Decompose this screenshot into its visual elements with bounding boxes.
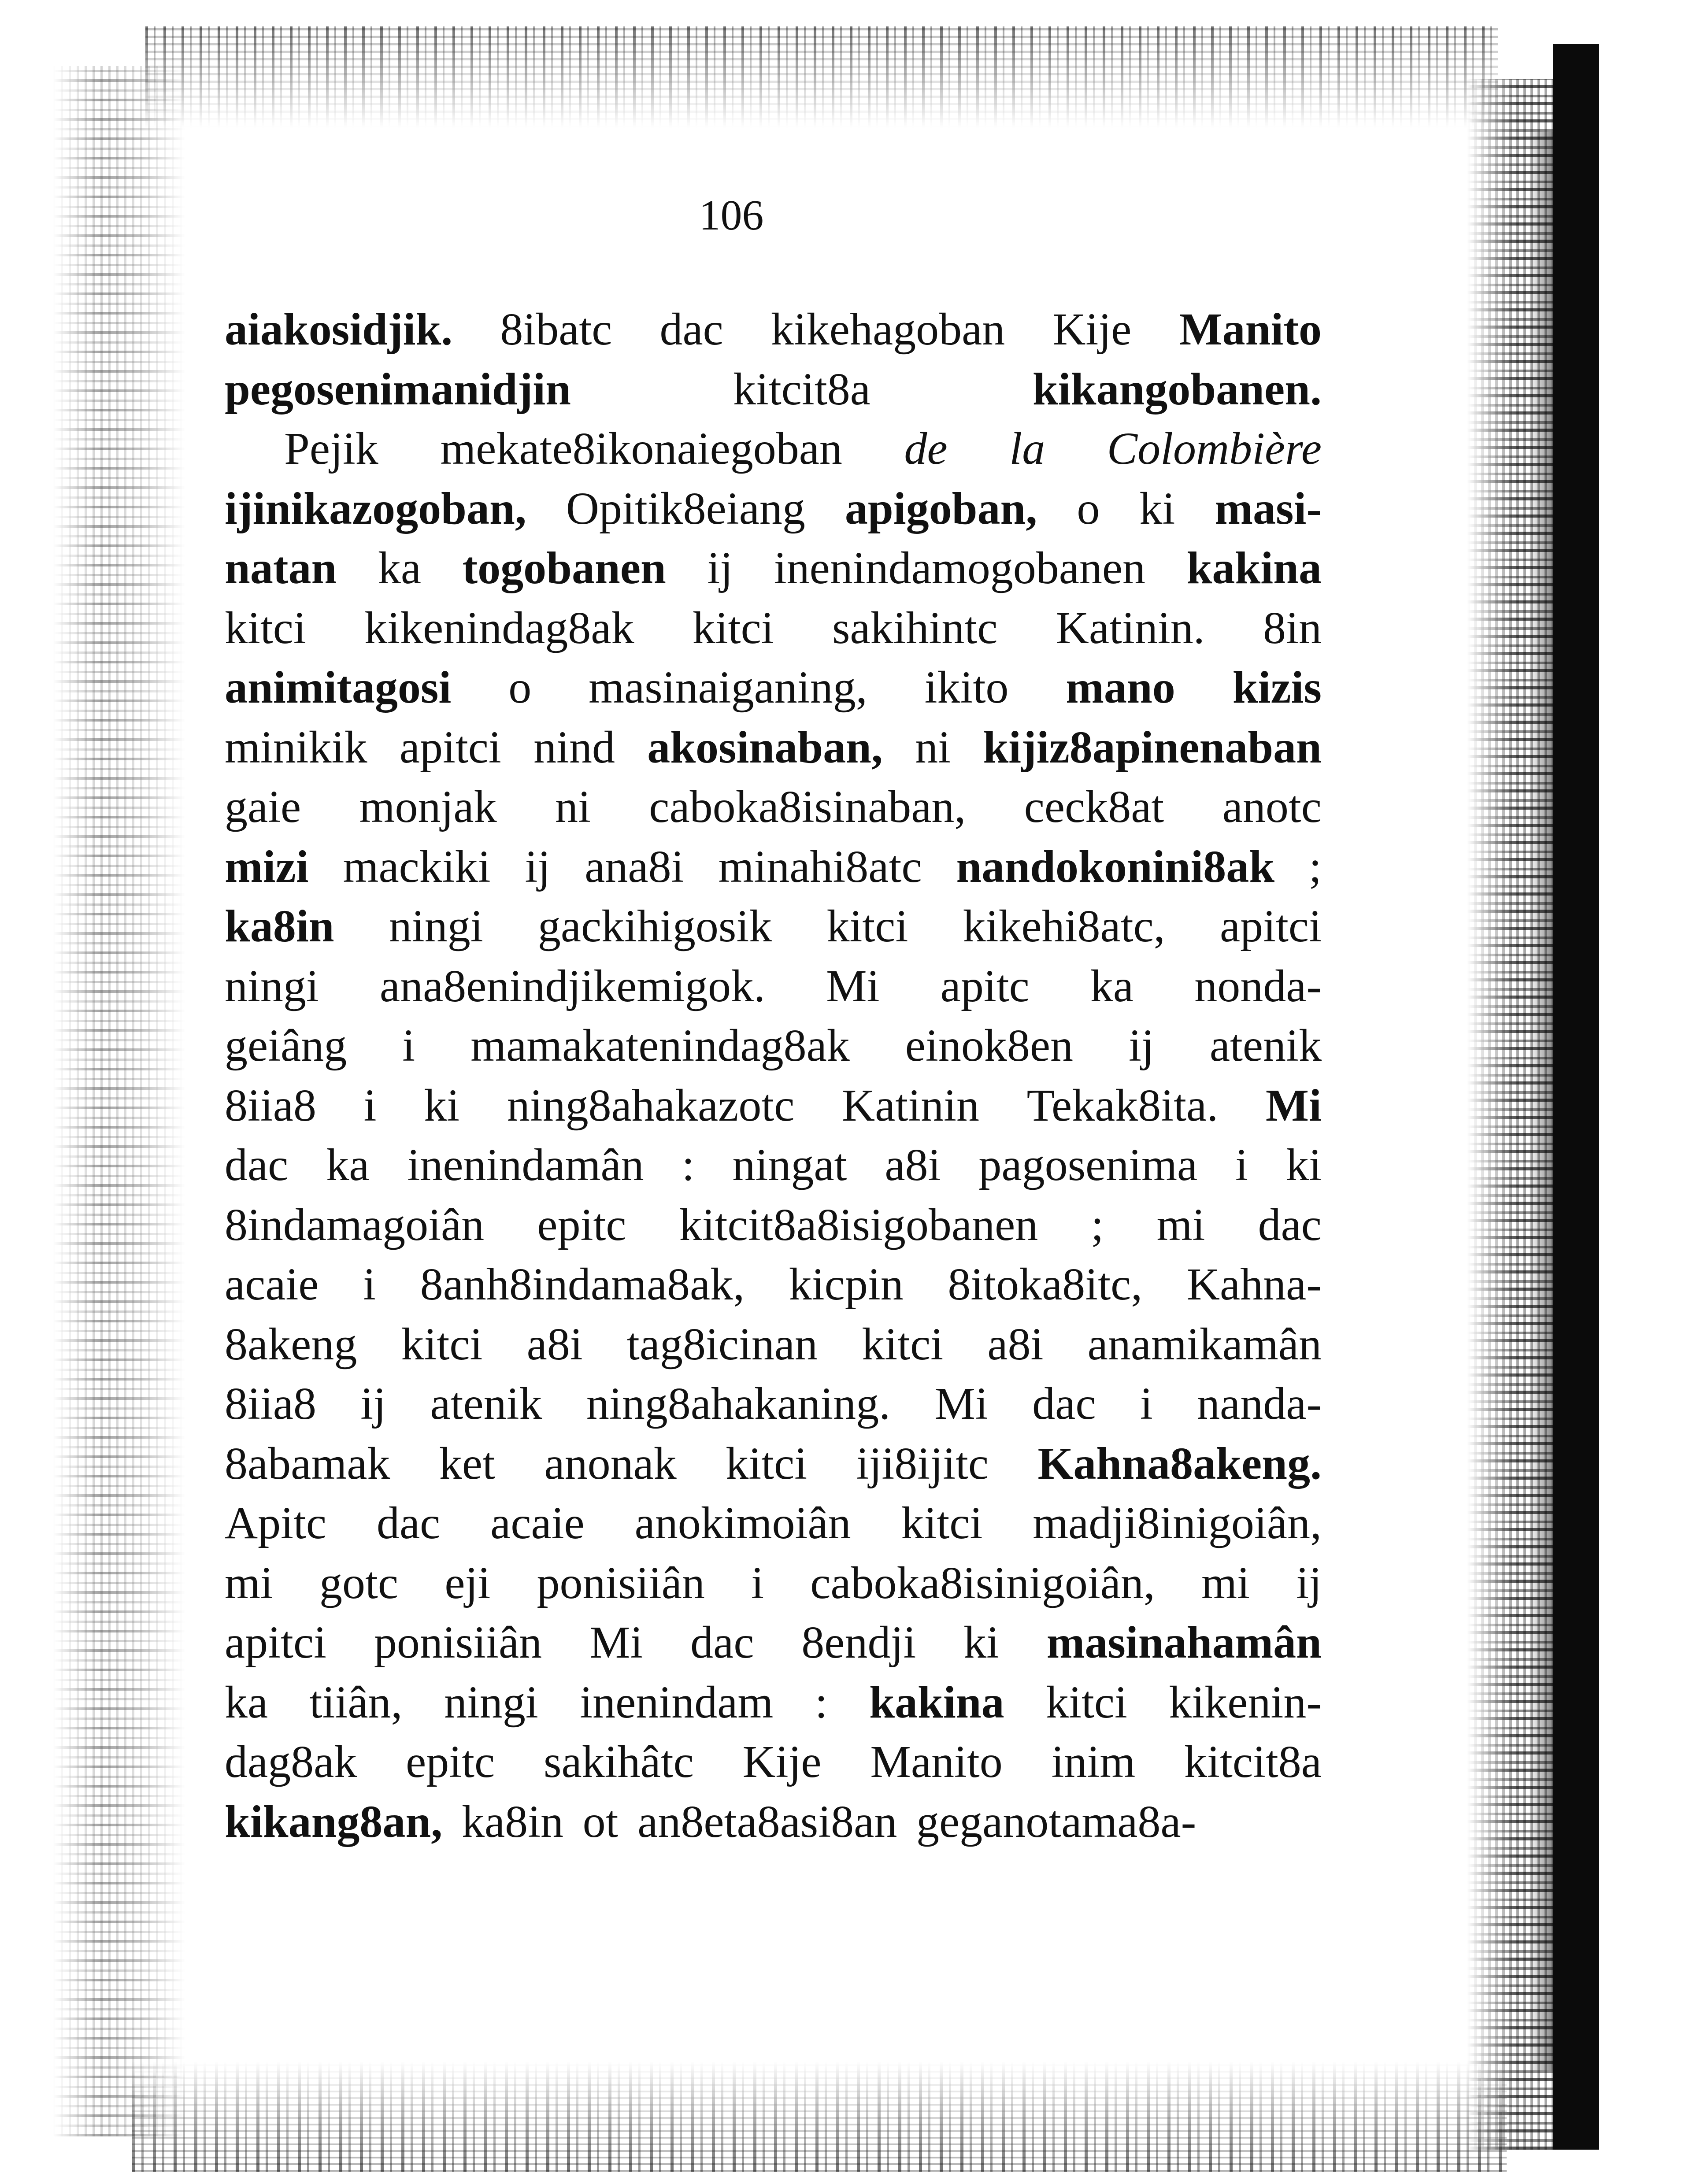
word: kizis — [1232, 662, 1322, 713]
word: 8itoka8itc, — [948, 1259, 1143, 1310]
word: Opitik8eiang — [566, 483, 805, 534]
word: Manito — [1179, 304, 1322, 355]
word: kitci — [862, 1318, 944, 1370]
word: eji — [445, 1557, 491, 1608]
word: acaie — [490, 1498, 585, 1548]
word: kitci — [726, 1438, 808, 1489]
word: natan — [225, 543, 337, 593]
word: i — [1140, 1378, 1153, 1429]
word: 8endji — [801, 1617, 916, 1668]
word: ki — [1139, 483, 1175, 534]
word: mano — [1066, 662, 1175, 713]
word: Kije — [1052, 304, 1132, 355]
word: i — [751, 1557, 764, 1608]
word: mekate8ikonaiegoban — [440, 423, 842, 474]
word: kicpin — [789, 1259, 904, 1310]
word: ki — [1286, 1140, 1322, 1190]
word: masi- — [1215, 483, 1322, 534]
word: ni — [555, 781, 591, 832]
word: kikenin- — [1169, 1677, 1322, 1728]
word: caboka8isinigoiân, — [810, 1557, 1155, 1608]
word: kikehi8atc, — [963, 901, 1165, 951]
word: ij — [1129, 1020, 1154, 1071]
word: Mi — [826, 960, 880, 1011]
page-number: 106 — [699, 192, 764, 239]
word: ; — [1309, 841, 1322, 892]
word: pegosenimanidjin — [225, 363, 571, 415]
text-line — [225, 777, 1322, 837]
word: nanda- — [1197, 1378, 1322, 1429]
word: inenindamogobanen — [774, 543, 1146, 593]
word: ana8enindjikemigok. — [379, 960, 766, 1011]
word: Colombière — [1107, 423, 1322, 474]
word: apitc — [940, 960, 1030, 1011]
text-line — [225, 896, 1322, 956]
word: ot — [582, 1796, 619, 1847]
word: togobanen — [462, 543, 666, 593]
word: Kahna8akeng. — [1037, 1438, 1322, 1489]
word: anokimoiân — [634, 1498, 851, 1548]
text-line — [225, 598, 1322, 658]
word: ka — [378, 543, 422, 593]
text-line — [225, 1076, 1322, 1136]
word: Mi — [934, 1378, 988, 1429]
text-line — [225, 1673, 1322, 1732]
text-line — [225, 1195, 1322, 1255]
word: aiakosidjik. — [225, 304, 453, 355]
word: a8i — [987, 1318, 1044, 1370]
word: ningi — [444, 1677, 538, 1728]
word: Manito — [870, 1736, 1003, 1787]
word: iji8ijitc — [856, 1438, 989, 1489]
word: kikenindag8ak — [364, 602, 634, 653]
text-line — [225, 419, 1322, 479]
word: kikang8an, — [225, 1796, 443, 1847]
word: dac — [659, 304, 723, 355]
word: Mi — [1265, 1080, 1322, 1131]
word: acaie — [225, 1259, 319, 1310]
word: nandokonini8ak — [956, 841, 1275, 892]
word: mi — [1156, 1199, 1205, 1250]
word: mizi — [225, 841, 309, 892]
word: kitcit8a — [1184, 1736, 1322, 1787]
word: de — [904, 423, 948, 474]
word: a8i — [885, 1140, 941, 1190]
word: Kije — [742, 1736, 822, 1787]
word: Mi — [589, 1617, 643, 1668]
word: i — [363, 1259, 376, 1310]
word: tag8icinan — [626, 1318, 818, 1370]
word: apigoban, — [845, 483, 1037, 534]
text-line — [225, 479, 1322, 539]
word: ki — [424, 1080, 460, 1131]
word: ponisiiân — [374, 1617, 542, 1668]
text-line — [225, 1493, 1322, 1553]
word: inenindamân — [407, 1140, 644, 1190]
word: gotc — [319, 1557, 399, 1608]
word: ka — [1090, 960, 1134, 1011]
word: kitci — [225, 602, 306, 653]
text-line — [225, 1792, 1322, 1852]
word: akosinaban, — [647, 722, 883, 773]
word: 8abamak — [225, 1438, 390, 1489]
word: atenik — [430, 1378, 542, 1429]
word: kitci — [401, 1318, 483, 1370]
word: geganotama8a- — [916, 1796, 1197, 1847]
word: kakina — [1186, 543, 1322, 593]
word: anamikamân — [1087, 1318, 1322, 1370]
word: 8akeng — [225, 1318, 357, 1370]
word: ; — [1091, 1199, 1104, 1250]
word: ning8ahakaning. — [586, 1378, 891, 1429]
word: atenik — [1209, 1020, 1322, 1071]
word: epitc — [537, 1199, 626, 1250]
word: dac — [1258, 1199, 1322, 1250]
word: dag8ak — [225, 1736, 357, 1787]
word: i — [363, 1080, 377, 1131]
word: apitci — [225, 1617, 327, 1668]
word: : — [815, 1677, 828, 1728]
text-line — [225, 1434, 1322, 1494]
word: dac — [376, 1498, 441, 1548]
word: inenindam — [580, 1677, 774, 1728]
text-line — [225, 359, 1322, 419]
word: anonak — [544, 1438, 677, 1489]
word: Tekak8ita. — [1026, 1080, 1219, 1131]
word: : — [682, 1140, 695, 1190]
word: kitci — [901, 1498, 983, 1548]
text-line — [225, 300, 1322, 359]
word: ka8in — [461, 1796, 563, 1847]
text-line — [225, 658, 1322, 718]
word: ket — [439, 1438, 495, 1489]
text-line — [225, 1314, 1322, 1374]
word: 8iia8 — [225, 1080, 316, 1131]
text-line — [225, 1553, 1322, 1613]
word: inim — [1051, 1736, 1136, 1787]
word: ka8in — [225, 901, 334, 951]
word: monjak — [359, 781, 497, 832]
text-line — [225, 1016, 1322, 1076]
word: ana8i — [585, 841, 684, 892]
word: ikito — [924, 662, 1009, 713]
word: kikehagoban — [771, 304, 1005, 355]
word: Katinin. — [1056, 602, 1205, 653]
word: tiiân, — [309, 1677, 403, 1728]
word: ij — [360, 1378, 386, 1429]
word: ni — [915, 722, 951, 773]
word: la — [1009, 423, 1045, 474]
text-line — [225, 1732, 1322, 1792]
word: ning8ahakazotc — [507, 1080, 795, 1131]
word: minikik — [225, 722, 367, 773]
word: nonda- — [1194, 960, 1322, 1011]
word: ka — [326, 1140, 370, 1190]
word: kitcit8a8isigobanen — [679, 1199, 1038, 1250]
body-text — [225, 300, 1322, 1851]
text-line — [225, 956, 1322, 1016]
word: 8anh8indama8ak, — [420, 1259, 745, 1310]
word: sakihâtc — [544, 1736, 694, 1787]
word: kitci — [1046, 1677, 1127, 1728]
word: mackiki — [343, 841, 491, 892]
word: ningi — [389, 901, 483, 951]
word: anotc — [1222, 781, 1322, 832]
word: geiâng — [225, 1020, 347, 1071]
word: nind — [533, 722, 615, 773]
text-line — [225, 538, 1322, 598]
word: kikangobanen. — [1032, 363, 1322, 415]
word: masinaiganing, — [589, 662, 867, 713]
word: animitagosi — [225, 662, 452, 713]
word: mi — [225, 1557, 273, 1608]
word: ij — [525, 841, 551, 892]
word: a8i — [526, 1318, 583, 1370]
text-line — [225, 718, 1322, 777]
word: masinahamân — [1046, 1617, 1322, 1668]
word: Kahna- — [1186, 1259, 1322, 1310]
word: gackihigosik — [537, 901, 772, 951]
word: caboka8isinaban, — [649, 781, 966, 832]
word: 8in — [1263, 602, 1322, 653]
word: ningi — [225, 960, 319, 1011]
text-line — [225, 1374, 1322, 1434]
word: Apitc — [225, 1498, 327, 1548]
word: gaie — [225, 781, 301, 832]
word: apitci — [399, 722, 501, 773]
text-line — [225, 1255, 1322, 1314]
word: minahi8atc — [718, 841, 922, 892]
word: ijinikazogoban, — [225, 483, 526, 534]
text-line — [225, 1135, 1322, 1195]
word: einok8en — [905, 1020, 1073, 1071]
word: ki — [963, 1617, 999, 1668]
word: pagosenima — [978, 1140, 1198, 1190]
word: o — [508, 662, 532, 713]
word: ceck8at — [1024, 781, 1164, 832]
word: sakihintc — [832, 602, 998, 653]
text-line — [225, 1613, 1322, 1673]
word: kitci — [826, 901, 908, 951]
word: mi — [1201, 1557, 1250, 1608]
word: kitci — [692, 602, 774, 653]
word: o — [1077, 483, 1100, 534]
word: dac — [225, 1140, 289, 1190]
word: Katinin — [842, 1080, 979, 1131]
word: 8indamagoiân — [225, 1199, 485, 1250]
word: ij — [1296, 1557, 1322, 1608]
word: madji8inigoiân, — [1033, 1498, 1322, 1548]
word: kitcit8a — [733, 363, 871, 415]
word: ningat — [732, 1140, 847, 1190]
word: Pejik — [284, 423, 378, 474]
word: epitc — [406, 1736, 495, 1787]
word: kakina — [869, 1677, 1004, 1728]
word: i — [402, 1020, 415, 1071]
word: apitci — [1219, 901, 1322, 951]
word: mamakatenindag8ak — [470, 1020, 850, 1071]
word: ponisiiân — [537, 1557, 705, 1608]
word: ij — [707, 543, 733, 593]
text-line — [225, 837, 1322, 897]
word: an8eta8asi8an — [637, 1796, 897, 1847]
word: 8ibatc — [500, 304, 612, 355]
word: 8iia8 — [225, 1378, 316, 1429]
word: dac — [690, 1617, 754, 1668]
word: ka — [225, 1677, 268, 1728]
word: dac — [1032, 1378, 1096, 1429]
word: i — [1235, 1140, 1248, 1190]
word: kijiz8apinenaban — [983, 722, 1322, 773]
